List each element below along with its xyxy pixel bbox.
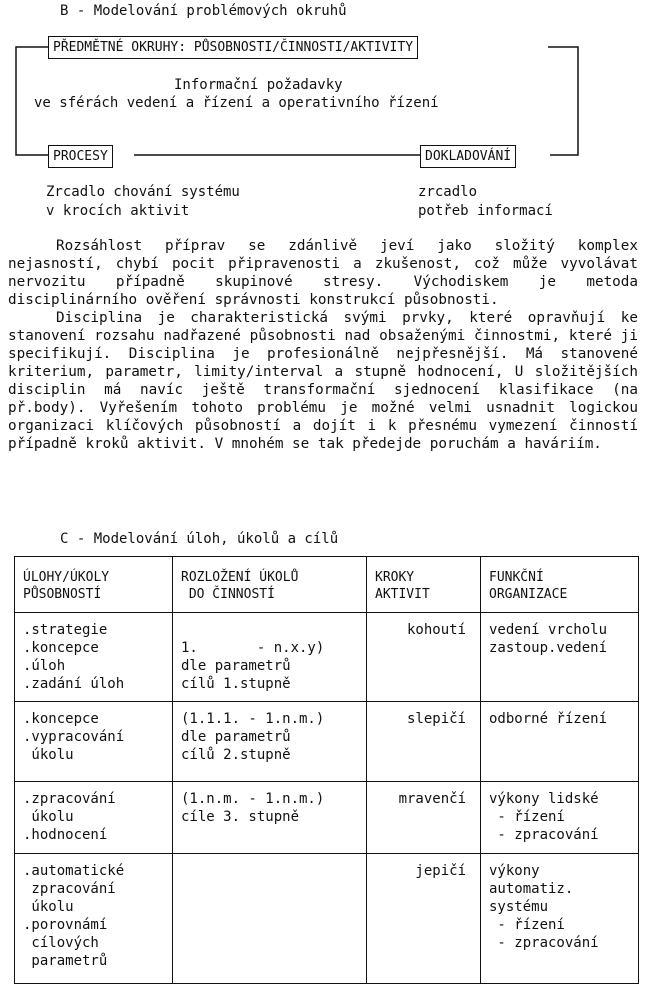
section-c-heading: C - Modelování úloh, úkolů a cílů xyxy=(60,531,339,547)
table-cell: slepičí xyxy=(367,702,481,782)
right-caption-line-2: potřeb informací xyxy=(418,203,553,219)
table-cell: jepičí xyxy=(367,854,481,984)
table-cell: (1.n.m. - 1.n.m.) cíle 3. stupně xyxy=(173,782,367,854)
right-caption-line-1: zrcadlo xyxy=(418,184,478,200)
table-cell: .koncepce .vypracování úkolu xyxy=(15,702,173,782)
table-row xyxy=(15,854,639,984)
table-cell: výkony lidské - řízení - zpracování xyxy=(481,782,639,854)
table-cell: .zpracování úkolu .hodnocení xyxy=(15,782,173,854)
table-cell: (1.1.1. - 1.n.m.) dle parametrů cílů 2.stupně xyxy=(173,702,367,782)
table-cell: výkony automatiz. systému - řízení - zpracování xyxy=(481,854,639,984)
table-cell xyxy=(173,854,367,984)
task-modeling-table xyxy=(14,556,639,984)
paragraph-1: Rozsáhlost příprav se zdánlivě jeví jako složitý komplex nejasností, chybí pocit připravenosti a zkušenost, což může vyvolávat nervozitu případně skupinové stresy. Východiskem je metoda disciplinárního ověření správnosti konstrukcí působnosti. xyxy=(8,238,638,308)
section-b-heading: B - Modelování problémových okruhů xyxy=(60,3,347,19)
table-cell: .strategie .koncepce .úloh .zadání úloh xyxy=(15,613,173,702)
table-cell: kohoutí xyxy=(367,613,481,702)
table-cell: .automatické zpracování úkolu .porovnámí cílových parametrů xyxy=(15,854,173,984)
body-text xyxy=(8,237,638,453)
top-box-subject-areas: PŘEDMĚTNÉ OKRUHY: PŮSOBNOSTI/ČINNOSTI/AKTIVITY xyxy=(48,36,418,59)
header-tasks: ÚLOHY/ÚKOLY PŮSOBNOSTÍ xyxy=(15,557,173,613)
left-caption-line-2: v krocích aktivit xyxy=(46,203,190,219)
paragraph-2: Disciplina je charakteristická svými prvky, které opravňují ke stanovení rozsahu nadřazené působnosti nad obsaženými činnostmi, které ji specifikují. Disciplina je profesionálně nejpřesnější. Má stanovené kriterium, parametr, limity/interval a stupně hodnocení, U složitějších disciplin má navíc ještě transformační sjednocení klasifikace (na př.body). Vyřešením tohoto problému je možné velmi usnadnit logickou organizaci klíčových působností a dojít i k přesnému vymezení činností případně kroků aktivit. V mnohém se tak předejde poruchám a haváriím. xyxy=(8,310,638,452)
table-row xyxy=(15,782,639,854)
left-caption-line-1: Zrcadlo chování systému xyxy=(46,184,240,200)
table-row xyxy=(15,702,639,782)
table-cell: odborné řízení xyxy=(481,702,639,782)
table-header-row xyxy=(15,557,639,613)
header-decomposition: ROZLOŽENÍ ÚKOLŮ DO ČINNOSTÍ xyxy=(173,557,367,613)
info-requirements-line-1: Informační požadavky xyxy=(174,77,343,93)
table-row xyxy=(15,613,639,702)
table-cell: vedení vrcholu zastoup.vedení xyxy=(481,613,639,702)
documentation-box: DOKLADOVÁNÍ xyxy=(420,145,516,168)
processes-box: PROCESY xyxy=(48,145,113,168)
info-requirements-line-2: ve sférách vedení a řízení a operativního řízení xyxy=(34,95,439,111)
header-activity-steps: KROKY AKTIVIT xyxy=(367,557,481,613)
right-connector-line xyxy=(548,47,578,155)
table-cell: mravenčí xyxy=(367,782,481,854)
table-cell: 1. - n.x.y) dle parametrů cílů 1.stupně xyxy=(173,613,367,702)
header-functional-organization: FUNKČNÍ ORGANIZACE xyxy=(481,557,639,613)
